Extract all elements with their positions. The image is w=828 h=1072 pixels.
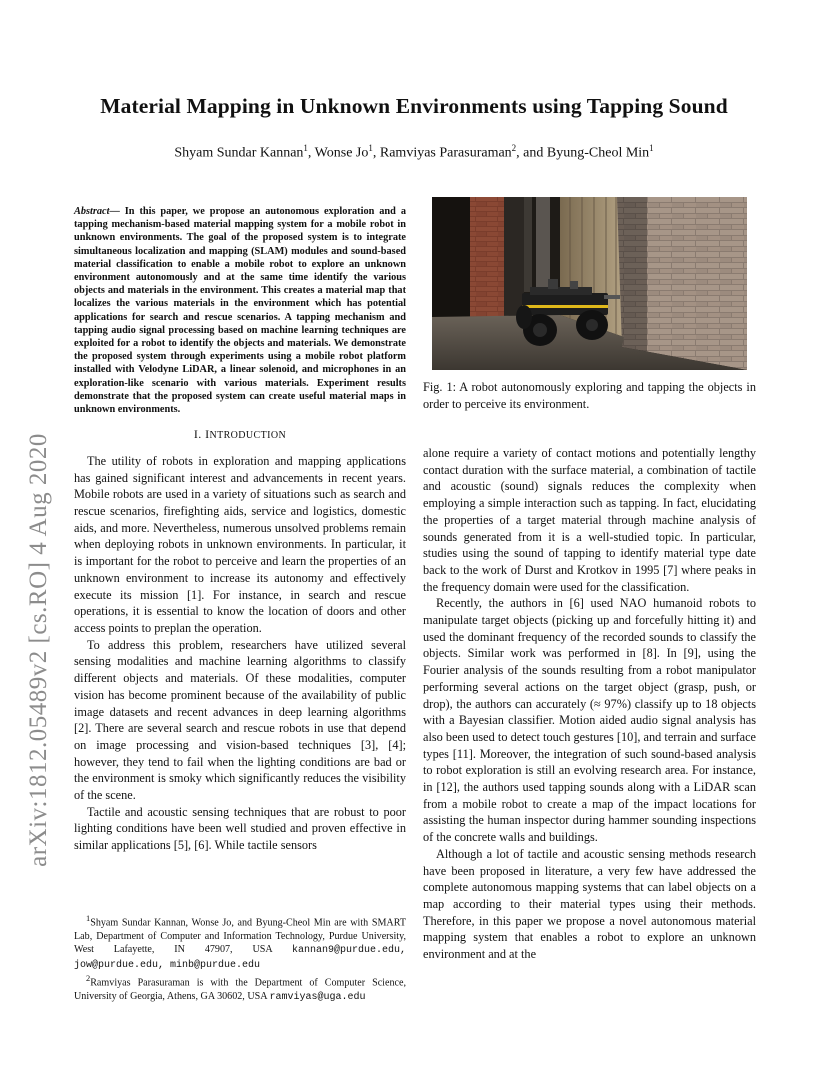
footnote-2-marker: 2 [86, 974, 91, 984]
author-affiliation-marker: 1 [649, 143, 654, 153]
intro-paragraph-2: To address this problem, researchers have utilized several sensing modalities and machine learning algorithms to classify different objects and materials. Of these modalities, computer vision has become prominent because of the availability of public image datasets and recent advances in deep learning algorithms [2]. There are several search and rescue robots in use that depend on image processing and vision-based techniques [3], [4]; however, they tend to fail when the lighting conditions are bad or the environment is smoky which significantly reduces the visibility of the scene. [74, 637, 406, 803]
abstract [74, 205, 406, 416]
intro-paragraph-1: The utility of robots in exploration and mapping applications has gained significant interest and advancements in recent years. Mobile robots are used in a variety of situations such as search and rescue scenarios, firefighting aids, service and logistics, domestic aids, and more. Nevertheless, numerous unsolved problems remain when deploying robots in unknown environments. In particular, it is important for the robot to perceive and learn the properties of an unknown environment to increase its autonomy and effectively execute its mission [1]. For instance, in search and rescue operations, it is essential to know the location of doors and other access points to preplan the operation. [74, 453, 406, 635]
section-initial: I [205, 427, 210, 442]
author-separator: , and [516, 145, 547, 161]
author-name: Byung-Cheol Min [546, 145, 650, 161]
author-list [0, 143, 828, 162]
right-paragraph-3: Although a lot of tactile and acoustic sensing methods research have been proposed in literature, a very few have addressed the complete autonomous mapping systems that can label objects on a map according to their material types using their methods. Therefore, in this paper we propose a novel autonomous material mapping system that enables a robot to explore an unknown environment and at the [423, 846, 756, 962]
arxiv-identifier-stamp: arXiv:1812.05489v2 [cs.RO] 4 Aug 2020 [25, 433, 52, 867]
author-name: Shyam Sundar Kannan [174, 145, 304, 161]
section-number: I. [193, 427, 206, 442]
right-column [423, 445, 756, 963]
footnote-1-text: Shyam Sundar Kannan, Wonse Jo, and Byung-Cheol Min are with SMART Lab, Department of Computer and Information Technology, Purdue University, West Lafayette, IN 47907, USA [74, 917, 406, 956]
author-separator: , [307, 145, 315, 161]
abstract-text: — In this paper, we propose an autonomous exploration and a tapping mechanism-based material mapping system for a mobile robot in unknown environments. The goal of the proposed system is to integrate simultaneous localization and mapping (SLAM) modules and sound-based material classification to enable a mobile robot to explore an unknown environment autonomously and at the same time identify the various objects and materials in the environment. This creates a material map that localizes the various materials in the environment which has potential applications for search and rescue scenarios. A tapping mechanism and tapping audio signal processing based on machine learning techniques are exploited for a robot to identify the objects and materials. We demonstrate the proposed system through experiments using a mobile robot platform installed with Velodyne LiDAR, a linear solenoid, and microphones in an exploration-like scenario with various materials. Experiment results demonstrate that the proposed system can create useful material maps in unknown environments. [74, 206, 406, 416]
author-name: Ramviyas Parasuraman [379, 145, 512, 161]
right-paragraph-2: Recently, the authors in [6] used NAO humanoid robots to manipulate target objects (picking up and forcefully hitting it) and used the dominant frequency of the recorded sounds to classify the objects. Similar work was performed in [8]. In [9], using the Fourier analysis of the sounds resulting from a robot manipulator performing several actions on the target object (grasp, push, or drop), the authors can accurately (≈ 97%) classify up to 18 objects with a Bayesian classifier. Motion aided audio signal analysis has also been used to detect touch gestures [10], and terrain and surface types [11]. Moreover, the integration of such sound-based analysis to robot exploration is still an evolving research area. For instance, in [12], the authors used tapping sounds along with a LiDAR scan from a mobile robot to create a map of the impact locations for assisting the human inspector during hammer sounding inspections of the concrete walls and buildings. [423, 596, 756, 845]
left-column [74, 205, 406, 854]
right-paragraph-1: alone require a variety of contact motions and potentially lengthy contact duration with the surface material, a combination of tactile and acoustic (sound) signals reduces the complexity when employing a simple interaction such as tapping. In fact, elucidating the properties of a target material through machine analysis of sounds generated from it is a well-studied topic. In particular, studies using the sound of tapping to identify material type date back to the work of Durst and Krotkov in 1995 [7] where peaks in the frequency domain were used for the classification. [423, 446, 756, 594]
figure-1-caption: Fig. 1: A robot autonomously exploring and tapping the objects in order to perceive its environment. [423, 380, 756, 411]
section-heading-introduction [74, 426, 406, 445]
robot-photo-illustration [432, 197, 747, 370]
footnote-2 [74, 972, 406, 1004]
footnote-1-emails: kannan9@purdue.edu, jow@purdue.edu, minb@purdue.edu [74, 945, 406, 971]
footnote-2-text: Ramviyas Parasuraman is with the Department of Computer Science, University of Georgia, Athens, GA 30602, USA [74, 977, 406, 1003]
figure-1-robot-photo [432, 197, 747, 370]
author-name: Wonse Jo [314, 145, 369, 161]
section-title-rest: NTRODUCTION [209, 430, 287, 442]
paper-title: Material Mapping in Unknown Environments using Tapping Sound [100, 94, 728, 118]
footnote-2-email: ramviyas@uga.edu [269, 992, 366, 1004]
abstract-label: Abstract [74, 206, 110, 217]
footnote-1-marker: 1 [86, 914, 91, 923]
footnote-1 [74, 912, 406, 972]
author-affiliation-marker: 1 [303, 143, 308, 153]
footnotes [74, 912, 406, 1005]
author-affiliation-marker: 2 [511, 143, 517, 153]
author-affiliation-marker: 1 [368, 143, 373, 153]
intro-paragraph-3: Tactile and acoustic sensing techniques that are robust to poor lighting conditions have been well studied and proven effective in similar applications [5], [6]. While tactile sensors [74, 804, 406, 853]
author-separator: , [372, 145, 380, 161]
